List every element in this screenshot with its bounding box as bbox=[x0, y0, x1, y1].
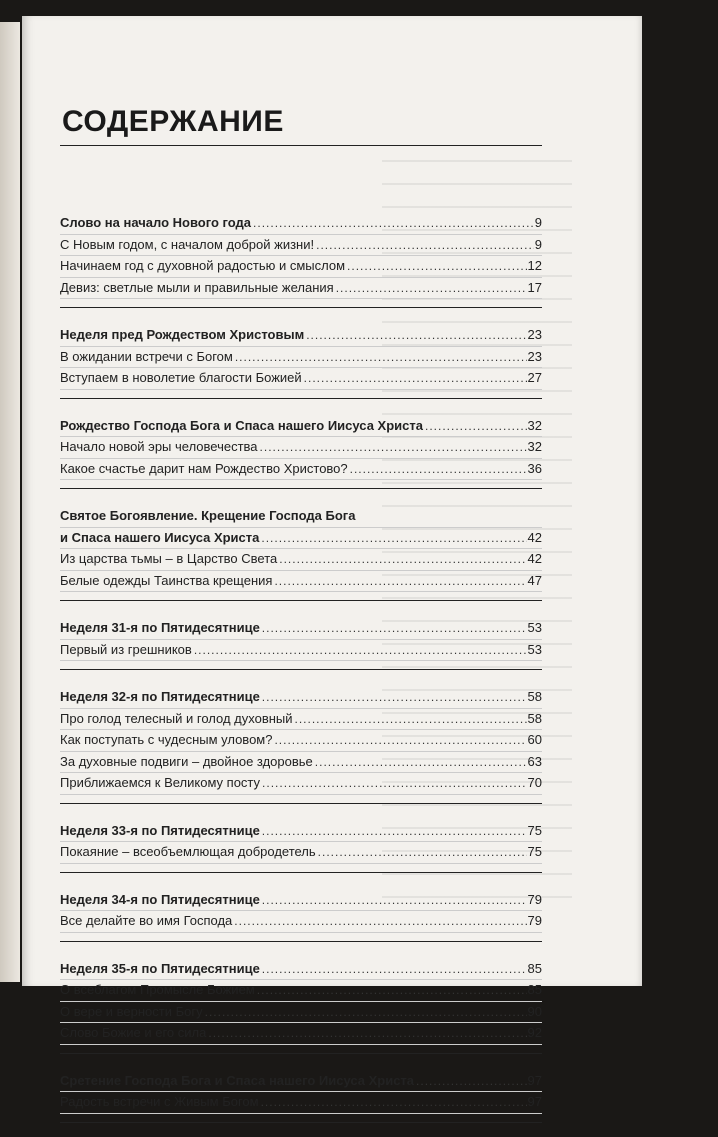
toc-section-heading[interactable] bbox=[60, 325, 542, 347]
toc-entry-page-number: 32 bbox=[527, 417, 542, 433]
dot-leader bbox=[208, 1023, 526, 1043]
toc-entry-title: В ожидании встречи с Богом bbox=[60, 348, 233, 364]
toc-section-heading[interactable] bbox=[60, 618, 542, 640]
toc-entry-page-number: 17 bbox=[527, 279, 542, 295]
toc-entry-page-number: 32 bbox=[527, 439, 542, 454]
dot-leader bbox=[316, 235, 534, 255]
toc-entry-title: Девиз: светлые мыли и правильные желания bbox=[60, 279, 334, 295]
toc-section-heading[interactable] bbox=[60, 1071, 542, 1093]
toc-section bbox=[60, 322, 542, 399]
toc-entry-title: Слово Божие и его сила bbox=[60, 1025, 207, 1040]
toc-entry-title: и Спаса нашего Иисуса Христа bbox=[60, 529, 260, 545]
dot-leader bbox=[262, 773, 526, 793]
toc-section bbox=[60, 503, 542, 601]
dot-leader bbox=[347, 256, 526, 276]
toc-entry-title: Начало новой эры человечества bbox=[60, 439, 258, 454]
toc-entry-page-number: 75 bbox=[527, 822, 542, 838]
toc-entry[interactable] bbox=[60, 1023, 542, 1045]
toc-entry-page-number: 47 bbox=[527, 572, 542, 588]
toc-section-heading[interactable] bbox=[60, 416, 542, 438]
toc-section bbox=[60, 887, 542, 942]
toc-entry-page-number: 75 bbox=[527, 844, 542, 859]
dot-leader bbox=[318, 842, 527, 862]
dot-leader bbox=[350, 459, 527, 479]
toc-entry-title: Про голод телесный и голод духовный bbox=[60, 710, 293, 726]
dot-leader bbox=[205, 1002, 527, 1022]
title-rule bbox=[60, 145, 542, 146]
toc-section-heading-line[interactable] bbox=[60, 506, 542, 528]
toc-entry-title: Белые одежды Таинства крещения bbox=[60, 572, 273, 588]
toc-entry-page-number: 23 bbox=[527, 348, 542, 364]
dot-leader bbox=[253, 213, 534, 233]
toc-entry-title: Неделя 31-я по Пятидесятнице bbox=[60, 620, 260, 635]
toc-entry-page-number: 42 bbox=[527, 551, 542, 566]
toc-section bbox=[60, 210, 542, 308]
toc-entry[interactable] bbox=[60, 842, 542, 864]
toc-entry[interactable] bbox=[60, 1092, 542, 1114]
dot-leader bbox=[261, 1092, 527, 1112]
toc-entry[interactable] bbox=[60, 752, 542, 774]
toc-entry[interactable] bbox=[60, 235, 542, 257]
toc-entry-title: Вступаем в новолетие благости Божией bbox=[60, 370, 302, 385]
toc-section bbox=[60, 956, 542, 1054]
toc-entry[interactable] bbox=[60, 1002, 542, 1024]
toc-entry-title: С Новым годом, с началом доброй жизни! bbox=[60, 236, 315, 252]
toc-entry-page-number: 85 bbox=[527, 960, 542, 976]
toc-entry-page-number: 63 bbox=[527, 753, 542, 769]
toc-entry-page-number: 70 bbox=[527, 775, 542, 790]
dot-leader bbox=[336, 278, 527, 298]
dot-leader bbox=[257, 980, 527, 1000]
toc-entry[interactable] bbox=[60, 437, 542, 459]
toc-entry-title: Покаяние – всеобъемлющая добродетель bbox=[60, 844, 316, 859]
toc-entry-title: Неделя 32-я по Пятидесятнице bbox=[60, 689, 260, 704]
dot-leader bbox=[235, 347, 527, 367]
toc-section bbox=[60, 684, 542, 804]
toc-entry[interactable] bbox=[60, 640, 542, 662]
toc-entry-title: Слово на начало Нового года bbox=[60, 215, 252, 230]
toc-section-heading[interactable] bbox=[60, 528, 542, 550]
toc-entry-page-number: 79 bbox=[527, 913, 542, 928]
dot-leader bbox=[315, 752, 527, 772]
toc-entry-title: Святое Богоявление. Крещение Господа Бога bbox=[60, 508, 356, 523]
toc-entry[interactable] bbox=[60, 278, 542, 300]
dot-leader bbox=[295, 709, 527, 729]
toc-entry-page-number: 60 bbox=[527, 732, 542, 747]
toc-entry-page-number: 90 bbox=[527, 1003, 542, 1019]
dot-leader bbox=[279, 549, 526, 569]
toc-entry-title: Неделя 33-я по Пятидесятнице bbox=[60, 822, 260, 838]
toc-entry-title: Сретение Господа Бога и Спаса нашего Иисуса Христа bbox=[60, 1072, 415, 1088]
toc-entry-title: Рождество Господа Бога и Спаса нашего Иисуса Христа bbox=[60, 417, 423, 433]
toc-entry-title: Неделя пред Рождеством Христовым bbox=[60, 327, 305, 342]
toc-section bbox=[60, 615, 542, 670]
toc-entry-page-number: 85 bbox=[527, 982, 542, 997]
toc-entry[interactable] bbox=[60, 459, 542, 481]
toc-section-heading[interactable] bbox=[60, 821, 542, 843]
toc-entry[interactable] bbox=[60, 347, 542, 369]
dot-leader bbox=[416, 1071, 527, 1091]
toc-entry-page-number: 97 bbox=[527, 1072, 542, 1088]
toc-entry-page-number: 53 bbox=[527, 641, 542, 657]
dot-leader bbox=[262, 959, 527, 979]
toc-entry-title: Неделя 35-я по Пятидесятнице bbox=[60, 960, 260, 976]
toc-entry-title: Начинаем год с духовной радостью и смыслом bbox=[60, 258, 346, 273]
toc-entry[interactable] bbox=[60, 773, 542, 795]
toc-entry-page-number: 79 bbox=[527, 891, 542, 907]
toc-section bbox=[60, 818, 542, 873]
toc-section-heading[interactable] bbox=[60, 959, 542, 981]
toc-entry-title: Неделя 34-я по Пятидесятнице bbox=[60, 891, 260, 907]
dot-leader bbox=[260, 437, 527, 457]
toc-entry-title: За духовные подвиги – двойное здоровье bbox=[60, 753, 313, 769]
dot-leader bbox=[425, 416, 527, 436]
toc-entry[interactable] bbox=[60, 571, 542, 593]
dot-leader bbox=[274, 730, 526, 750]
dot-leader bbox=[234, 911, 526, 931]
toc-section bbox=[60, 1068, 542, 1123]
dot-leader bbox=[262, 618, 527, 638]
toc-entry[interactable] bbox=[60, 911, 542, 933]
toc-entry[interactable] bbox=[60, 368, 542, 390]
toc-entry-page-number: 9 bbox=[534, 236, 542, 252]
toc-entry-page-number: 9 bbox=[534, 215, 542, 230]
toc-section-heading[interactable] bbox=[60, 890, 542, 912]
facing-page-edge bbox=[0, 22, 20, 982]
toc-entry-title: Первый из грешников bbox=[60, 641, 192, 657]
toc-section bbox=[60, 413, 542, 490]
toc-entry-page-number: 42 bbox=[527, 529, 542, 545]
dot-leader bbox=[274, 571, 526, 591]
page-title: СОДЕРЖАНИЕ bbox=[62, 105, 284, 138]
toc-entry-page-number: 53 bbox=[527, 620, 542, 635]
toc-entry-page-number: 97 bbox=[527, 1094, 542, 1109]
toc-entry-page-number: 92 bbox=[527, 1025, 542, 1040]
dot-leader bbox=[262, 821, 527, 841]
toc-entry-title: О всеблагом Промысле Божием bbox=[60, 982, 255, 997]
toc-section-heading[interactable] bbox=[60, 213, 542, 235]
toc-section-heading[interactable] bbox=[60, 687, 542, 709]
toc-entry-title: Приближаемся к Великому посту bbox=[60, 775, 261, 790]
table-of-contents bbox=[60, 210, 542, 1137]
dot-leader bbox=[262, 687, 527, 707]
toc-entry-title: О вере и верности Богу bbox=[60, 1003, 203, 1019]
toc-entry-page-number: 36 bbox=[527, 460, 542, 476]
toc-entry-title: Какое счастье дарит нам Рождество Христово? bbox=[60, 460, 348, 476]
toc-entry-title: Как поступать с чудесным уловом? bbox=[60, 732, 273, 747]
toc-entry[interactable] bbox=[60, 549, 542, 571]
dot-leader bbox=[194, 640, 527, 660]
toc-entry[interactable] bbox=[60, 709, 542, 731]
dot-leader bbox=[304, 368, 527, 388]
dot-leader bbox=[306, 325, 526, 345]
toc-entry-page-number: 23 bbox=[527, 327, 542, 342]
toc-entry-title: Все делайте во имя Господа bbox=[60, 913, 233, 928]
dot-leader bbox=[261, 528, 526, 548]
toc-entry-page-number: 58 bbox=[527, 710, 542, 726]
toc-entry[interactable] bbox=[60, 980, 542, 1002]
toc-entry-page-number: 27 bbox=[527, 370, 542, 385]
toc-entry-page-number: 58 bbox=[527, 689, 542, 704]
toc-entry-title: Радость встречи с Живым Богом bbox=[60, 1094, 259, 1109]
toc-entry[interactable] bbox=[60, 256, 542, 278]
toc-entry[interactable] bbox=[60, 730, 542, 752]
dot-leader bbox=[262, 890, 527, 910]
toc-entry-page-number: 12 bbox=[527, 258, 542, 273]
toc-entry-title: Из царства тьмы – в Царство Света bbox=[60, 551, 278, 566]
